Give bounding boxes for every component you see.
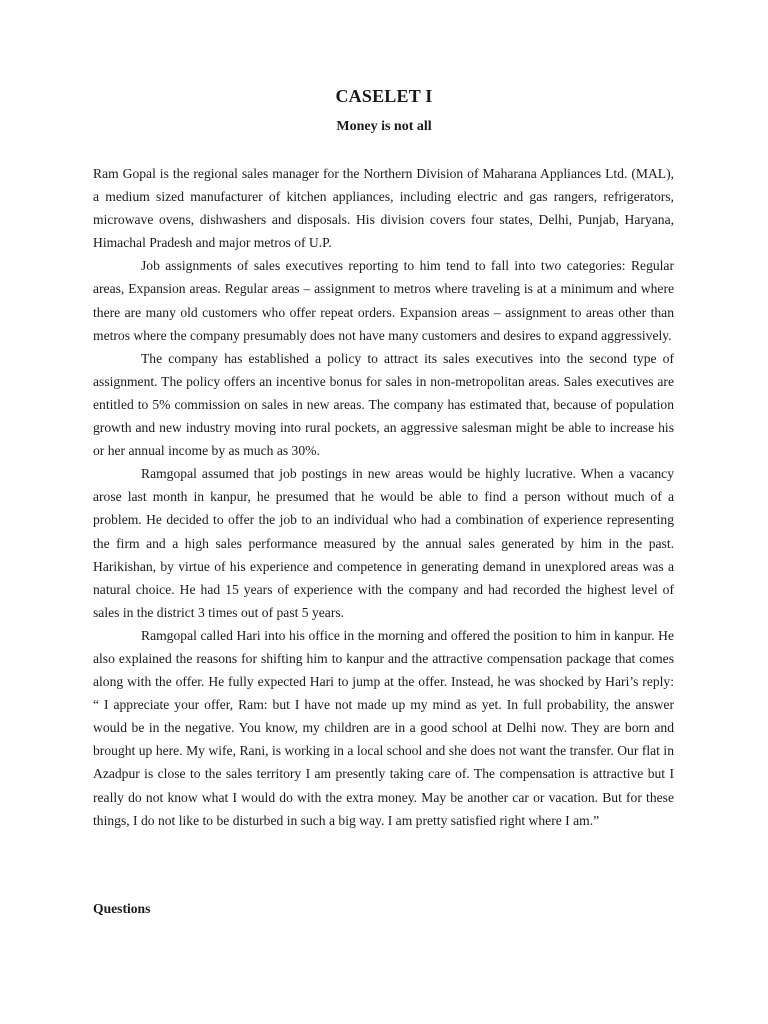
- document-body: [93, 162, 674, 832]
- document-title: CASELET I: [335, 86, 433, 106]
- paragraph-intro: Ram Gopal is the regional sales manager for the Northern Division of Maharana Appliances Ltd. (MAL), a medium sized manufacturer of kitchen appliances, including electric and gas rangers, refrigerators, microwave ovens, dishwashers and disposals. His division covers four states, Delhi, Punjab, Haryana, Himachal Pradesh and major metros of U.P.: [93, 166, 674, 251]
- paragraph-job-assignments: Job assignments of sales executives reporting to him tend to fall into two categories: Regular areas, Expansion areas. Regular areas – assignment to metros where traveling is at a minimum and where there are many old customers who offer repeat orders. Expansion areas – assignment to areas other than metros where the company presumably does not have many customers and desires to expand aggressively.: [93, 258, 674, 343]
- paragraph-kanpur-vacancy: Ramgopal assumed that job postings in new areas would be highly lucrative. When a vacancy arose last month in kanpur, he presumed that he would be able to find a person without much of a problem. He decided to offer the job to an individual who had a combination of experience representing the firm and a high sales performance measured by the annual sales generated by him in the past. Harikishan, by virtue of his experience and competence in generating demand in unexplored areas was a natural choice. He had 15 years of experience with the company and had recorded the highest level of sales in the district 3 times out of past 5 years.: [93, 466, 674, 620]
- paragraph-company-policy: The company has established a policy to attract its sales executives into the second type of assignment. The policy offers an incentive bonus for sales in non-metropolitan areas. Sales executives are entitled to 5% commission on sales in new areas. The company has estimated that, because of population growth and new industry moving into rural pockets, an aggressive salesman might be able to increase his or her annual income by as much as 30%.: [93, 350, 674, 459]
- document-subtitle: Money is not all: [336, 119, 432, 134]
- questions-heading: Questions: [93, 901, 151, 916]
- paragraph-hari-reply: Ramgopal called Hari into his office in the morning and offered the position to him in kanpur. He also explained the reasons for shifting him to kanpur and the attractive compensation package that comes along with the offer. He fully expected Hari to jump at the offer. Instead, he was shocked by Hari’s reply: “ I appreciate your offer, Ram: but I have not made up my mind as yet. In full probability, the answer would be in the negative. You know, my children are in a good school at Delhi now. They are born and brought up here. My wife, Rani, is working in a local school and she does not want the transfer. Our flat in Azadpur is close to the sales territory I am presently taking care of. The compensation is attractive but I really do not know what I would do with the extra money. May be another car or vacation. But for these things, I do not like to be disturbed in such a big way. I am pretty satisfied right where I am.”: [93, 627, 674, 828]
